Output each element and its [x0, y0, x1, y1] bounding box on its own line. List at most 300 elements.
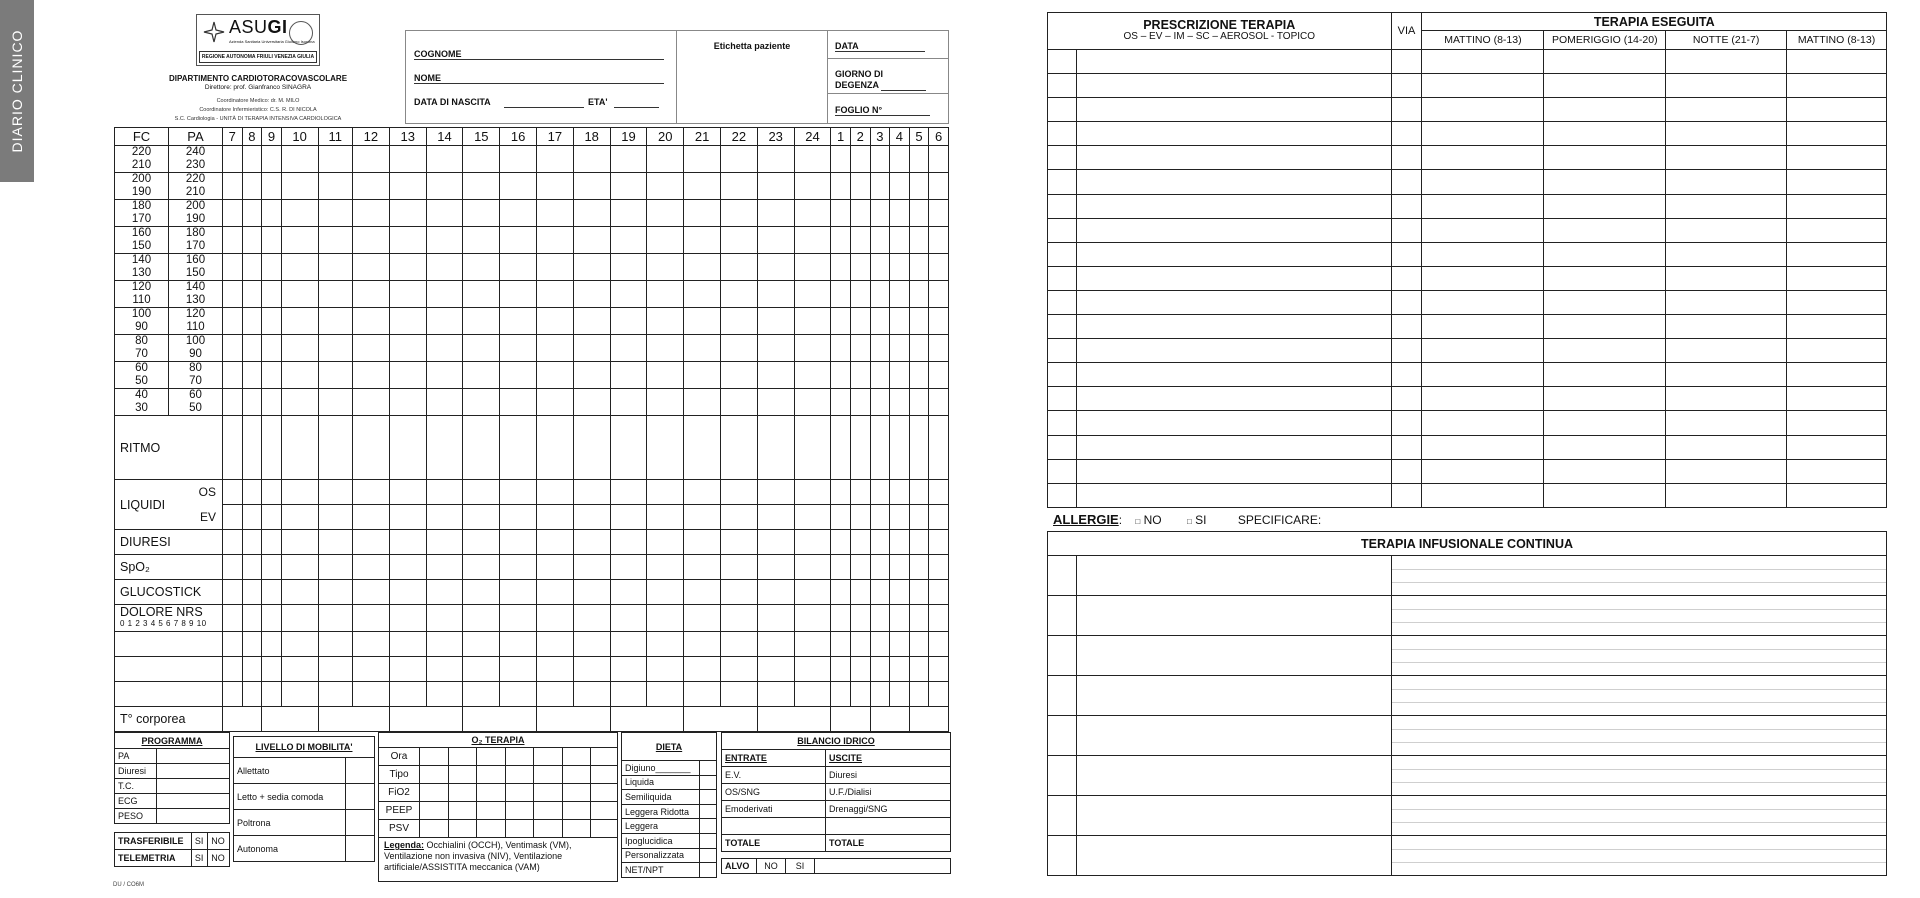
spo2-cell[interactable]: [223, 555, 243, 580]
vital-cell[interactable]: [389, 200, 426, 227]
prescrizione-cell[interactable]: [1076, 122, 1391, 146]
prescrizione-cell[interactable]: [1666, 315, 1787, 339]
prescrizione-cell[interactable]: [1076, 315, 1391, 339]
blank-cell[interactable]: [909, 682, 929, 707]
dolore-cell[interactable]: [281, 605, 318, 632]
vital-cell[interactable]: [223, 308, 243, 335]
infusionale-num-cell[interactable]: [1048, 676, 1077, 716]
liquidi-ev-cell[interactable]: [929, 505, 949, 530]
allergie-si-checkbox[interactable]: □: [1186, 517, 1192, 526]
o2-cell[interactable]: [477, 802, 506, 820]
blank-cell[interactable]: [890, 632, 910, 657]
vital-cell[interactable]: [426, 146, 463, 173]
liquidi-ev-cell[interactable]: [537, 505, 574, 530]
prescrizione-cell[interactable]: [1048, 74, 1077, 98]
glucostick-cell[interactable]: [223, 580, 243, 605]
diuresi-cell[interactable]: [831, 530, 851, 555]
vital-cell[interactable]: [720, 335, 757, 362]
vital-cell[interactable]: [262, 389, 282, 416]
vital-cell[interactable]: [684, 254, 721, 281]
liquidi-os-cell[interactable]: [389, 480, 426, 505]
glucostick-cell[interactable]: [720, 580, 757, 605]
liquidi-ev-cell[interactable]: [794, 505, 831, 530]
vital-cell[interactable]: [389, 362, 426, 389]
vital-cell[interactable]: [647, 281, 684, 308]
vital-cell[interactable]: [831, 389, 851, 416]
vital-cell[interactable]: [500, 281, 537, 308]
blank-cell[interactable]: [223, 632, 243, 657]
vital-cell[interactable]: [262, 254, 282, 281]
vital-cell[interactable]: [463, 335, 500, 362]
dolore-cell[interactable]: [500, 605, 537, 632]
liquidi-os-cell[interactable]: [929, 480, 949, 505]
prescrizione-cell[interactable]: [1422, 315, 1544, 339]
prescrizione-cell[interactable]: [1048, 242, 1077, 266]
vital-cell[interactable]: [318, 308, 352, 335]
diuresi-cell[interactable]: [318, 530, 352, 555]
vital-cell[interactable]: [426, 335, 463, 362]
prescrizione-cell[interactable]: [1391, 411, 1422, 435]
prescrizione-cell[interactable]: [1048, 315, 1077, 339]
liquidi-os-cell[interactable]: [647, 480, 684, 505]
temp-cell[interactable]: [223, 707, 262, 732]
dolore-cell[interactable]: [870, 605, 890, 632]
prescrizione-cell[interactable]: [1422, 218, 1544, 242]
vital-cell[interactable]: [537, 227, 574, 254]
vital-cell[interactable]: [684, 362, 721, 389]
blank-cell[interactable]: [537, 657, 574, 682]
glucostick-cell[interactable]: [870, 580, 890, 605]
dolore-cell[interactable]: [684, 605, 721, 632]
ritmo-cell[interactable]: [890, 416, 910, 480]
vital-cell[interactable]: [909, 389, 929, 416]
diuresi-cell[interactable]: [610, 530, 647, 555]
vital-cell[interactable]: [426, 308, 463, 335]
vital-cell[interactable]: [870, 200, 890, 227]
glucostick-cell[interactable]: [909, 580, 929, 605]
diuresi-cell[interactable]: [870, 530, 890, 555]
vital-cell[interactable]: [610, 146, 647, 173]
prescrizione-cell[interactable]: [1076, 74, 1391, 98]
vital-cell[interactable]: [647, 173, 684, 200]
vital-cell[interactable]: [757, 335, 794, 362]
prescrizione-cell[interactable]: [1666, 363, 1787, 387]
prescrizione-cell[interactable]: [1048, 290, 1077, 314]
liquidi-ev-cell[interactable]: [870, 505, 890, 530]
vital-cell[interactable]: [389, 308, 426, 335]
blank-cell[interactable]: [720, 682, 757, 707]
vital-cell[interactable]: [281, 227, 318, 254]
infusionale-num-cell[interactable]: [1048, 716, 1077, 756]
vital-cell[interactable]: [318, 254, 352, 281]
vital-cell[interactable]: [463, 281, 500, 308]
vital-cell[interactable]: [389, 389, 426, 416]
blank-cell[interactable]: [647, 682, 684, 707]
vital-cell[interactable]: [223, 173, 243, 200]
blank-cell[interactable]: [389, 682, 426, 707]
prescrizione-cell[interactable]: [1422, 290, 1544, 314]
vital-cell[interactable]: [500, 389, 537, 416]
prescrizione-cell[interactable]: [1422, 170, 1544, 194]
prescrizione-cell[interactable]: [1076, 242, 1391, 266]
vital-cell[interactable]: [794, 146, 831, 173]
infusionale-drug-cell[interactable]: [1076, 836, 1391, 876]
vital-cell[interactable]: [500, 173, 537, 200]
infusionale-num-cell[interactable]: [1048, 636, 1077, 676]
programma-value[interactable]: [157, 809, 230, 824]
o2-cell[interactable]: [420, 820, 449, 838]
prescrizione-cell[interactable]: [1544, 74, 1666, 98]
blank-cell[interactable]: [610, 682, 647, 707]
blank-cell[interactable]: [389, 657, 426, 682]
blank-cell[interactable]: [794, 657, 831, 682]
vital-cell[interactable]: [262, 227, 282, 254]
vital-cell[interactable]: [573, 173, 610, 200]
prescrizione-cell[interactable]: [1666, 98, 1787, 122]
prescrizione-cell[interactable]: [1666, 242, 1787, 266]
o2-cell[interactable]: [505, 784, 534, 802]
blank-cell[interactable]: [573, 657, 610, 682]
blank-cell[interactable]: [281, 657, 318, 682]
prescrizione-cell[interactable]: [1666, 146, 1787, 170]
vital-cell[interactable]: [463, 389, 500, 416]
vital-cell[interactable]: [870, 308, 890, 335]
vital-cell[interactable]: [242, 335, 262, 362]
vital-cell[interactable]: [223, 200, 243, 227]
mobilita-check[interactable]: [346, 810, 375, 836]
vital-cell[interactable]: [537, 335, 574, 362]
prescrizione-cell[interactable]: [1422, 435, 1544, 459]
vital-cell[interactable]: [318, 362, 352, 389]
glucostick-cell[interactable]: [757, 580, 794, 605]
vital-cell[interactable]: [353, 200, 390, 227]
vital-cell[interactable]: [537, 200, 574, 227]
infusionale-num-cell[interactable]: [1048, 556, 1077, 596]
prescrizione-cell[interactable]: [1787, 170, 1887, 194]
dolore-cell[interactable]: [537, 605, 574, 632]
blank-cell[interactable]: [890, 657, 910, 682]
vital-cell[interactable]: [870, 362, 890, 389]
vital-cell[interactable]: [850, 173, 870, 200]
vital-cell[interactable]: [684, 335, 721, 362]
prescrizione-cell[interactable]: [1076, 146, 1391, 170]
ritmo-cell[interactable]: [720, 416, 757, 480]
vital-cell[interactable]: [537, 281, 574, 308]
vital-cell[interactable]: [757, 389, 794, 416]
dieta-check[interactable]: [700, 863, 717, 878]
vital-cell[interactable]: [890, 308, 910, 335]
ritmo-cell[interactable]: [684, 416, 721, 480]
dolore-cell[interactable]: [831, 605, 851, 632]
glucostick-cell[interactable]: [831, 580, 851, 605]
o2-cell[interactable]: [534, 820, 563, 838]
vital-cell[interactable]: [281, 389, 318, 416]
blank-cell[interactable]: [757, 682, 794, 707]
dolore-cell[interactable]: [890, 605, 910, 632]
vital-cell[interactable]: [890, 173, 910, 200]
diuresi-cell[interactable]: [463, 530, 500, 555]
blank-cell[interactable]: [831, 657, 851, 682]
prescrizione-cell[interactable]: [1544, 483, 1666, 507]
blank-cell[interactable]: [720, 632, 757, 657]
liquidi-os-cell[interactable]: [684, 480, 721, 505]
vital-cell[interactable]: [890, 254, 910, 281]
o2-cell[interactable]: [505, 820, 534, 838]
prescrizione-cell[interactable]: [1048, 98, 1077, 122]
blank-cell[interactable]: [242, 657, 262, 682]
prescrizione-cell[interactable]: [1787, 411, 1887, 435]
vital-cell[interactable]: [890, 281, 910, 308]
blank-cell[interactable]: [500, 632, 537, 657]
vital-cell[interactable]: [426, 227, 463, 254]
vital-cell[interactable]: [389, 335, 426, 362]
vital-cell[interactable]: [720, 281, 757, 308]
dolore-cell[interactable]: [353, 605, 390, 632]
blank-cell[interactable]: [929, 657, 949, 682]
spo2-cell[interactable]: [281, 555, 318, 580]
ritmo-cell[interactable]: [647, 416, 684, 480]
vital-cell[interactable]: [831, 227, 851, 254]
temp-cell[interactable]: [318, 707, 389, 732]
prescrizione-cell[interactable]: [1422, 459, 1544, 483]
vital-cell[interactable]: [573, 335, 610, 362]
infusionale-notes-cell[interactable]: [1391, 596, 1886, 636]
vital-cell[interactable]: [794, 308, 831, 335]
blank-cell[interactable]: [389, 632, 426, 657]
glucostick-cell[interactable]: [426, 580, 463, 605]
prescrizione-cell[interactable]: [1787, 459, 1887, 483]
prescrizione-cell[interactable]: [1048, 411, 1077, 435]
prescrizione-cell[interactable]: [1544, 194, 1666, 218]
vital-cell[interactable]: [353, 308, 390, 335]
vital-cell[interactable]: [647, 308, 684, 335]
infusionale-notes-cell[interactable]: [1391, 796, 1886, 836]
liquidi-os-cell[interactable]: [890, 480, 910, 505]
spo2-cell[interactable]: [850, 555, 870, 580]
vital-cell[interactable]: [850, 335, 870, 362]
blank-cell[interactable]: [223, 682, 243, 707]
vital-cell[interactable]: [831, 335, 851, 362]
prescrizione-cell[interactable]: [1076, 387, 1391, 411]
vital-cell[interactable]: [281, 335, 318, 362]
prescrizione-cell[interactable]: [1787, 387, 1887, 411]
ritmo-cell[interactable]: [831, 416, 851, 480]
blank-cell[interactable]: [426, 682, 463, 707]
blank-cell[interactable]: [262, 682, 282, 707]
prescrizione-cell[interactable]: [1666, 339, 1787, 363]
infusionale-drug-cell[interactable]: [1076, 756, 1391, 796]
prescrizione-cell[interactable]: [1422, 50, 1544, 74]
prescrizione-cell[interactable]: [1422, 146, 1544, 170]
vital-cell[interactable]: [242, 308, 262, 335]
prescrizione-cell[interactable]: [1076, 435, 1391, 459]
blank-cell[interactable]: [794, 632, 831, 657]
mobilita-check[interactable]: [346, 836, 375, 862]
vital-cell[interactable]: [929, 281, 949, 308]
infusionale-drug-cell[interactable]: [1076, 716, 1391, 756]
ritmo-cell[interactable]: [929, 416, 949, 480]
blank-cell[interactable]: [318, 657, 352, 682]
vital-cell[interactable]: [890, 389, 910, 416]
spo2-cell[interactable]: [262, 555, 282, 580]
prescrizione-cell[interactable]: [1391, 387, 1422, 411]
ritmo-cell[interactable]: [909, 416, 929, 480]
diuresi-cell[interactable]: [281, 530, 318, 555]
blank-cell[interactable]: [463, 657, 500, 682]
diuresi-cell[interactable]: [890, 530, 910, 555]
blank-cell[interactable]: [831, 632, 851, 657]
prescrizione-cell[interactable]: [1391, 315, 1422, 339]
dolore-cell[interactable]: [647, 605, 684, 632]
ritmo-cell[interactable]: [500, 416, 537, 480]
prescrizione-cell[interactable]: [1391, 74, 1422, 98]
blank-cell[interactable]: [890, 682, 910, 707]
vital-cell[interactable]: [537, 308, 574, 335]
vital-cell[interactable]: [389, 254, 426, 281]
liquidi-os-cell[interactable]: [426, 480, 463, 505]
prescrizione-cell[interactable]: [1076, 459, 1391, 483]
vital-cell[interactable]: [573, 389, 610, 416]
liquidi-ev-cell[interactable]: [757, 505, 794, 530]
blank-cell[interactable]: [242, 632, 262, 657]
ritmo-cell[interactable]: [573, 416, 610, 480]
liquidi-ev-cell[interactable]: [389, 505, 426, 530]
vital-cell[interactable]: [850, 281, 870, 308]
vital-cell[interactable]: [353, 227, 390, 254]
vital-cell[interactable]: [647, 335, 684, 362]
dieta-check[interactable]: [700, 790, 717, 805]
o2-cell[interactable]: [562, 766, 591, 784]
liquidi-ev-cell[interactable]: [831, 505, 851, 530]
blank-cell[interactable]: [684, 632, 721, 657]
glucostick-cell[interactable]: [353, 580, 390, 605]
eta-field[interactable]: [614, 107, 659, 108]
liquidi-os-cell[interactable]: [850, 480, 870, 505]
vital-cell[interactable]: [610, 389, 647, 416]
prescrizione-cell[interactable]: [1787, 435, 1887, 459]
ritmo-cell[interactable]: [262, 416, 282, 480]
blank-cell[interactable]: [850, 632, 870, 657]
vital-cell[interactable]: [909, 308, 929, 335]
o2-cell[interactable]: [477, 820, 506, 838]
infusionale-num-cell[interactable]: [1048, 836, 1077, 876]
glucostick-cell[interactable]: [242, 580, 262, 605]
dolore-cell[interactable]: [757, 605, 794, 632]
prescrizione-cell[interactable]: [1544, 122, 1666, 146]
vital-cell[interactable]: [850, 362, 870, 389]
prescrizione-cell[interactable]: [1787, 98, 1887, 122]
vital-cell[interactable]: [831, 200, 851, 227]
o2-cell[interactable]: [562, 820, 591, 838]
infusionale-num-cell[interactable]: [1048, 596, 1077, 636]
dolore-cell[interactable]: [909, 605, 929, 632]
vital-cell[interactable]: [929, 335, 949, 362]
spo2-cell[interactable]: [353, 555, 390, 580]
vital-cell[interactable]: [794, 200, 831, 227]
diuresi-cell[interactable]: [647, 530, 684, 555]
glucostick-cell[interactable]: [610, 580, 647, 605]
liquidi-os-cell[interactable]: [463, 480, 500, 505]
spo2-cell[interactable]: [647, 555, 684, 580]
o2-cell[interactable]: [534, 784, 563, 802]
prescrizione-cell[interactable]: [1422, 363, 1544, 387]
diuresi-cell[interactable]: [794, 530, 831, 555]
vital-cell[interactable]: [684, 173, 721, 200]
programma-value[interactable]: [157, 779, 230, 794]
blank-cell[interactable]: [850, 657, 870, 682]
vital-cell[interactable]: [353, 362, 390, 389]
ritmo-cell[interactable]: [426, 416, 463, 480]
infusionale-num-cell[interactable]: [1048, 796, 1077, 836]
dolore-cell[interactable]: [794, 605, 831, 632]
prescrizione-cell[interactable]: [1544, 290, 1666, 314]
liquidi-os-cell[interactable]: [573, 480, 610, 505]
liquidi-os-cell[interactable]: [720, 480, 757, 505]
vital-cell[interactable]: [353, 146, 390, 173]
vital-cell[interactable]: [573, 362, 610, 389]
vital-cell[interactable]: [463, 227, 500, 254]
vital-cell[interactable]: [610, 173, 647, 200]
vital-cell[interactable]: [890, 362, 910, 389]
vital-cell[interactable]: [647, 227, 684, 254]
vital-cell[interactable]: [242, 254, 262, 281]
cognome-field[interactable]: COGNOME: [414, 49, 664, 60]
prescrizione-cell[interactable]: [1544, 459, 1666, 483]
vital-cell[interactable]: [353, 281, 390, 308]
vital-cell[interactable]: [242, 281, 262, 308]
blank-cell[interactable]: [353, 632, 390, 657]
prescrizione-cell[interactable]: [1076, 218, 1391, 242]
liquidi-os-cell[interactable]: [223, 480, 243, 505]
liquidi-os-cell[interactable]: [281, 480, 318, 505]
prescrizione-cell[interactable]: [1666, 483, 1787, 507]
vital-cell[interactable]: [537, 362, 574, 389]
prescrizione-cell[interactable]: [1666, 435, 1787, 459]
prescrizione-cell[interactable]: [1544, 363, 1666, 387]
o2-cell[interactable]: [420, 748, 449, 766]
vital-cell[interactable]: [537, 389, 574, 416]
temp-cell[interactable]: [463, 707, 537, 732]
prescrizione-cell[interactable]: [1391, 435, 1422, 459]
temp-cell[interactable]: [537, 707, 611, 732]
vital-cell[interactable]: [850, 200, 870, 227]
prescrizione-cell[interactable]: [1544, 50, 1666, 74]
prescrizione-cell[interactable]: [1076, 339, 1391, 363]
blank-cell[interactable]: [647, 657, 684, 682]
prescrizione-cell[interactable]: [1391, 170, 1422, 194]
vital-cell[interactable]: [389, 227, 426, 254]
prescrizione-cell[interactable]: [1391, 290, 1422, 314]
dolore-cell[interactable]: [850, 605, 870, 632]
infusionale-notes-cell[interactable]: [1391, 636, 1886, 676]
liquidi-ev-cell[interactable]: [647, 505, 684, 530]
vital-cell[interactable]: [463, 308, 500, 335]
infusionale-notes-cell[interactable]: [1391, 756, 1886, 796]
o2-cell[interactable]: [420, 766, 449, 784]
vital-cell[interactable]: [647, 146, 684, 173]
prescrizione-cell[interactable]: [1391, 339, 1422, 363]
prescrizione-cell[interactable]: [1544, 218, 1666, 242]
vital-cell[interactable]: [537, 146, 574, 173]
vital-cell[interactable]: [909, 173, 929, 200]
o2-cell[interactable]: [505, 748, 534, 766]
dieta-check[interactable]: [700, 819, 717, 834]
prescrizione-cell[interactable]: [1422, 98, 1544, 122]
prescrizione-cell[interactable]: [1076, 483, 1391, 507]
blank-cell[interactable]: [537, 632, 574, 657]
o2-cell[interactable]: [562, 802, 591, 820]
prescrizione-cell[interactable]: [1787, 218, 1887, 242]
